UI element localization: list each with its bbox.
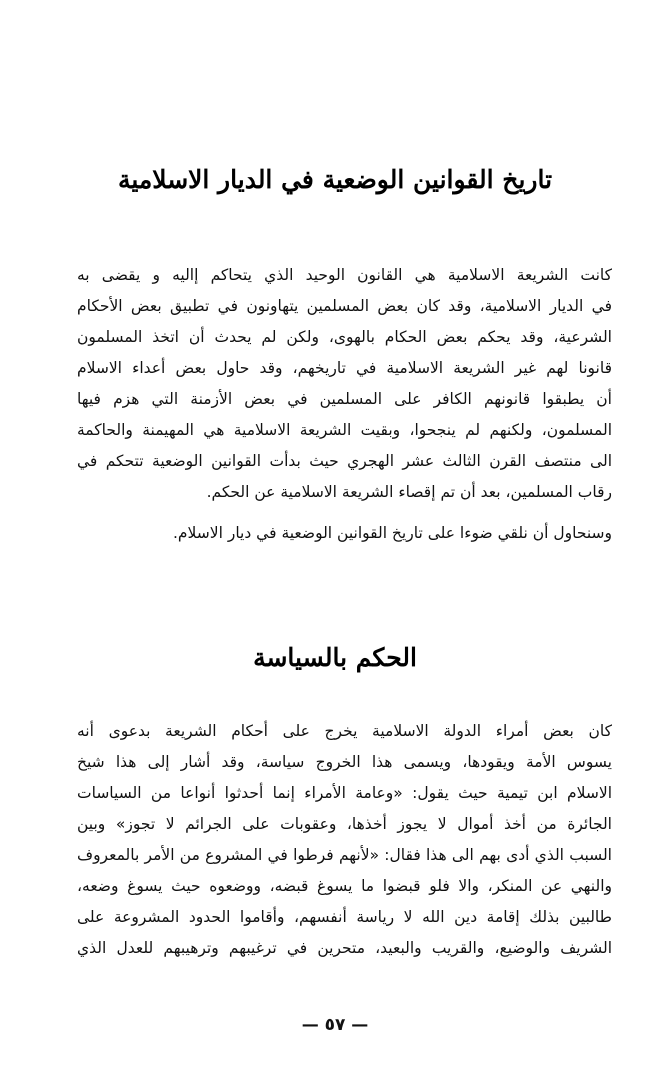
section-title-ruling-by-politics: الحكم بالسياسة	[253, 643, 417, 672]
paragraph-closing-statement	[110, 518, 612, 549]
text-line: الشريف والوضيع، والقريب والبعيد، متحرين في ترغيبهم وترهيبهم للعدل الذي	[77, 939, 612, 957]
text-line: السبب الذي أدى بهم الى هذا فقال: «لأنهم فرطوا في المشروع من الأمر بالمعروف	[77, 846, 612, 864]
text-line: في الديار الاسلامية، وقد كان بعض المسلمين يتهاونون في تطبيق بعض الأحكام	[77, 297, 612, 315]
text-line: الى منتصف القرن الثالث عشر الهجري حيث بدأت القوانين الوضعية تتحكم في	[77, 452, 612, 470]
text-line: والنهي عن المنكر، والا فلو قبضوا ما يسوغ قبضه، ووضعوه حيث يسوغ وضعه،	[77, 877, 612, 895]
text-line: وسنحاول أن نلقي ضوءا على تاريخ القوانين الوضعية في ديار الاسلام.	[173, 524, 612, 542]
section-title-positive-laws-history: تاريخ القوانين الوضعية في الديار الاسلامية	[117, 165, 553, 194]
text-line: الشرعية، وقد يحكم بعض الحكام بالهوى، ولكن لم يحدث أن اتخذ المسلمون	[77, 328, 612, 346]
text-line: قانونا لهم غير الشريعة الاسلامية في تاريخهم، وقد حاول بعض أعداء الاسلام	[77, 359, 612, 377]
text-line: الجائرة من أخذ أموال لا يجوز أخذها، وعقوبات على الجرائم لا تجوز» وبين	[77, 815, 612, 833]
text-line: طالبين بذلك إقامة دين الله لا رياسة أنفسهم، وأقاموا الحدود المشروعة على	[77, 908, 612, 926]
text-line: رقاب المسلمين، بعد أن تم إقصاء الشريعة الاسلامية عن الحكم.	[206, 483, 612, 501]
paragraph-ruling-by-politics	[77, 716, 612, 964]
text-line: كانت الشريعة الاسلامية هي القانون الوحيد الذي يتحاكم إاليه و يقضى به	[77, 266, 612, 284]
page-number: — ٥٧ —	[301, 1015, 369, 1035]
text-line: يسوس الأمة ويقودها، ويسمى هذا الخروج سياسة، وقد أشار إلى هذا شيخ	[77, 753, 612, 771]
text-line: كان بعض أمراء الدولة الاسلامية يخرج على أحكام الشريعة بدعوى أنه	[77, 722, 612, 740]
text-line: الاسلام ابن تيمية حيث يقول: «وعامة الأمراء إنما أحدثوا أنواعا من السياسات	[77, 784, 612, 802]
paragraph-positive-laws-history	[77, 260, 612, 508]
text-line: أن يطبقوا قانونهم الكافر على المسلمين في بعض الأزمنة التي هزم فيها	[77, 390, 612, 408]
text-line: المسلمون، ولكنهم لم ينجحوا، وبقيت الشريعة الاسلامية هي المهيمنة والحاكمة	[77, 421, 612, 439]
